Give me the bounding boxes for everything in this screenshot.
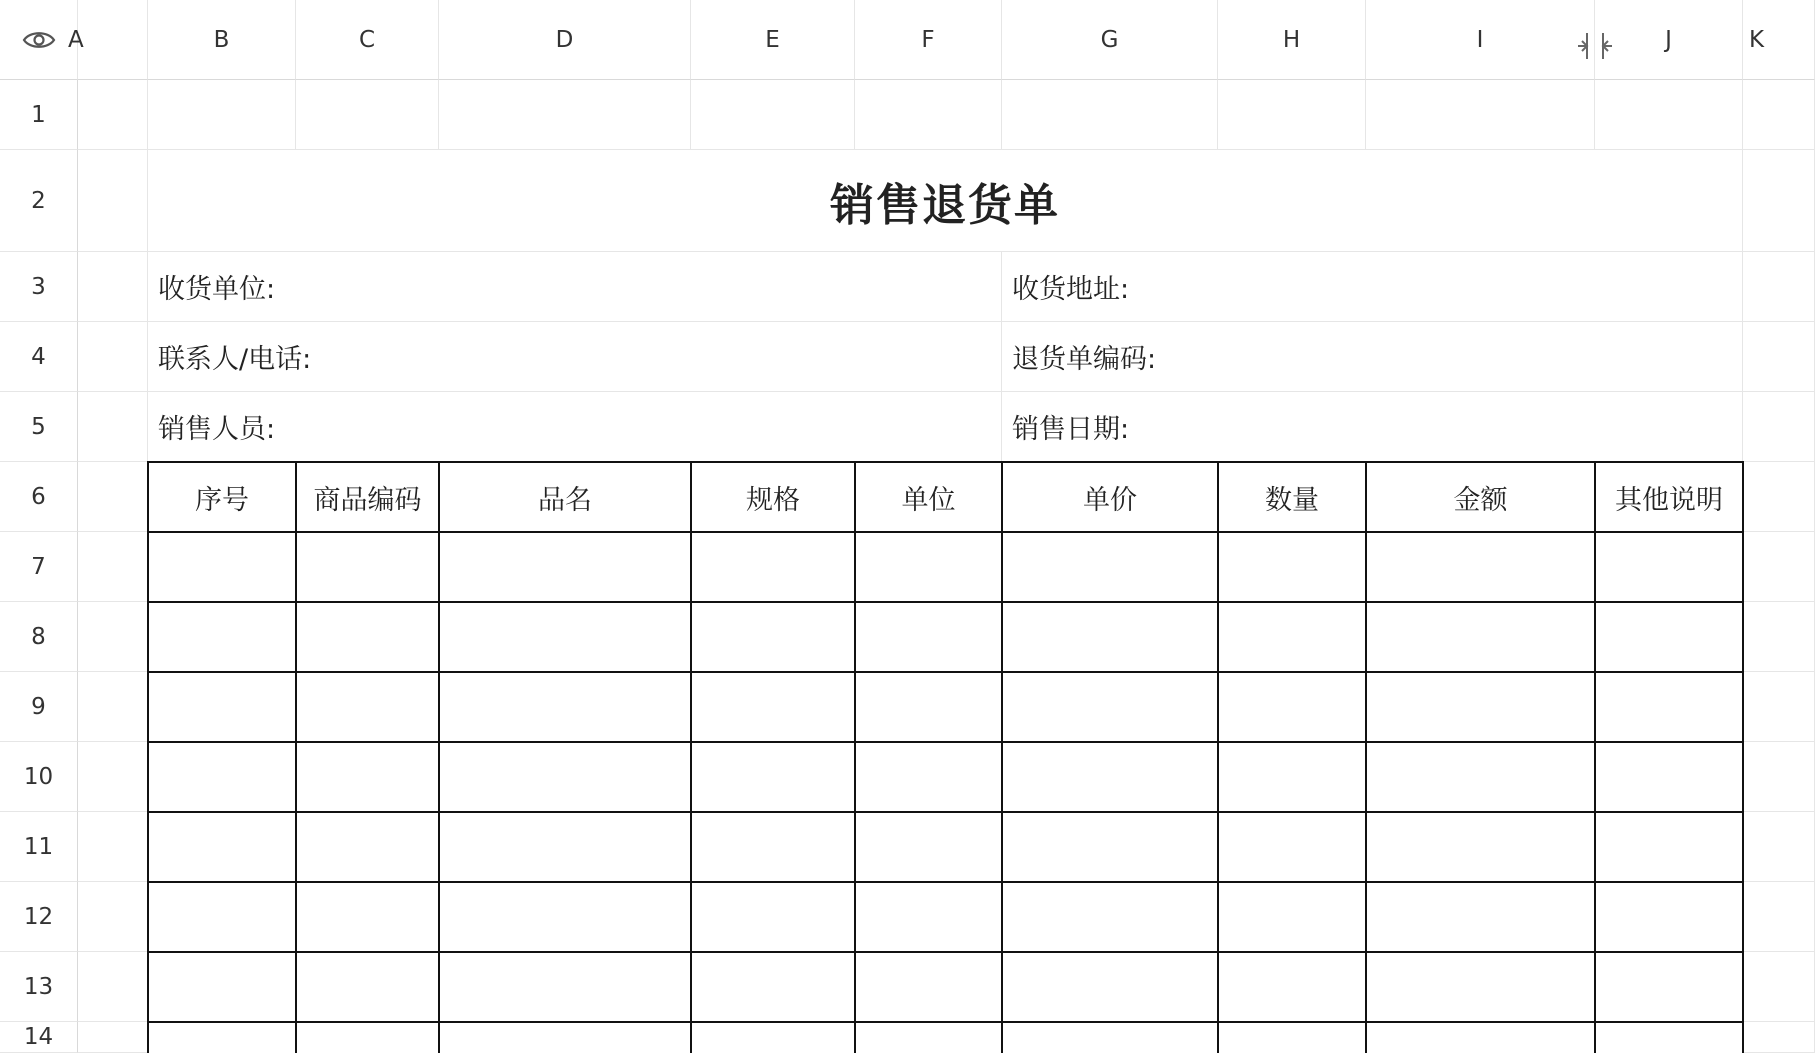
table-cell[interactable] (439, 952, 691, 1022)
cell[interactable] (691, 80, 855, 150)
table-cell[interactable] (439, 882, 691, 952)
row-header-1[interactable] (0, 80, 78, 150)
table-border-vertical (1594, 462, 1596, 1053)
column-header-label: F (921, 26, 935, 53)
table-cell[interactable] (296, 602, 439, 672)
column-header-label: E (765, 26, 780, 53)
table-border-vertical (690, 462, 692, 1053)
receiver-address-label[interactable]: 收货地址: (1002, 252, 1743, 322)
cell[interactable] (78, 80, 148, 150)
column-header-d[interactable] (439, 0, 691, 80)
cell[interactable] (78, 672, 148, 742)
table-cell[interactable] (691, 672, 855, 742)
table-cell[interactable] (1366, 812, 1595, 882)
table-cell[interactable] (1218, 672, 1366, 742)
row-header-8[interactable] (0, 602, 78, 672)
salesperson-label[interactable]: 销售人员: (148, 392, 1002, 462)
column-header-h[interactable] (1218, 0, 1366, 80)
cell[interactable] (78, 1022, 148, 1053)
cell[interactable] (78, 882, 148, 952)
table-cell[interactable] (1218, 1022, 1366, 1053)
row-header-12[interactable] (0, 882, 78, 952)
table-header-cell: 单价 (1002, 462, 1218, 532)
table-border-horizontal (147, 811, 1744, 813)
table-header-cell: 单位 (855, 462, 1002, 532)
cell[interactable] (1743, 392, 1815, 462)
column-header-c[interactable] (296, 0, 439, 80)
table-cell[interactable] (855, 1022, 1002, 1053)
table-header-cell: 金额 (1366, 462, 1595, 532)
table-border-vertical (1365, 462, 1367, 1053)
table-cell[interactable] (1002, 742, 1218, 812)
table-border-vertical (1742, 462, 1744, 1053)
table-cell[interactable] (1218, 812, 1366, 882)
row-header-14[interactable] (0, 1022, 78, 1053)
table-border-horizontal (147, 881, 1744, 883)
row-header-11[interactable] (0, 812, 78, 882)
row-header-label: 4 (31, 343, 46, 370)
table-cell[interactable] (1002, 952, 1218, 1022)
return-code-label[interactable]: 退货单编码: (1002, 322, 1743, 392)
table-cell[interactable] (148, 742, 296, 812)
cell[interactable] (1743, 672, 1815, 742)
table-cell[interactable] (1595, 1022, 1743, 1053)
table-cell[interactable] (148, 1022, 296, 1053)
table-border-horizontal (147, 951, 1744, 953)
table-cell[interactable] (855, 812, 1002, 882)
table-header-cell: 商品编码 (296, 462, 439, 532)
table-cell[interactable] (1595, 812, 1743, 882)
row-header-9[interactable] (0, 672, 78, 742)
eye-icon[interactable] (22, 23, 56, 57)
select-all-corner[interactable] (0, 0, 78, 80)
table-cell[interactable] (855, 742, 1002, 812)
column-header-label: B (213, 26, 230, 53)
column-header-label: K (1749, 26, 1765, 53)
table-cell[interactable] (296, 882, 439, 952)
row-header-label: 11 (23, 833, 54, 860)
cell[interactable] (78, 462, 148, 532)
table-cell[interactable] (1366, 672, 1595, 742)
cell[interactable] (1595, 80, 1743, 150)
cell[interactable] (78, 322, 148, 392)
table-header-cell: 数量 (1218, 462, 1366, 532)
table-cell[interactable] (148, 672, 296, 742)
table-cell[interactable] (1002, 1022, 1218, 1053)
row-header-label: 10 (23, 763, 54, 790)
table-cell[interactable] (296, 1022, 439, 1053)
freeze-columns-icon[interactable] (1577, 29, 1613, 63)
cell[interactable] (148, 80, 296, 150)
column-header-b[interactable] (148, 0, 296, 80)
table-header-cell: 规格 (691, 462, 855, 532)
table-cell[interactable] (1366, 952, 1595, 1022)
table-header-cell: 品名 (439, 462, 691, 532)
cell[interactable] (78, 812, 148, 882)
table-cell[interactable] (855, 952, 1002, 1022)
cell[interactable] (1366, 80, 1595, 150)
row-header-10[interactable] (0, 742, 78, 812)
column-header-i[interactable] (1366, 0, 1595, 80)
table-cell[interactable] (439, 532, 691, 602)
column-header-f[interactable] (855, 0, 1002, 80)
table-cell[interactable] (1002, 882, 1218, 952)
table-cell[interactable] (1002, 602, 1218, 672)
column-header-g[interactable] (1002, 0, 1218, 80)
row-header-label: 14 (23, 1024, 54, 1050)
column-header-e[interactable] (691, 0, 855, 80)
cell[interactable] (439, 80, 691, 150)
column-header-label: I (1476, 26, 1484, 53)
table-border-horizontal (147, 531, 1744, 533)
cell[interactable] (855, 80, 1002, 150)
table-cell[interactable] (439, 1022, 691, 1053)
row-header-3[interactable] (0, 252, 78, 322)
table-cell[interactable] (148, 532, 296, 602)
table-border-horizontal (147, 461, 1744, 463)
form-title[interactable]: 销售退货单 (148, 150, 1743, 252)
table-cell[interactable] (1366, 532, 1595, 602)
table-cell[interactable] (1366, 602, 1595, 672)
table-cell[interactable] (439, 672, 691, 742)
table-cell[interactable] (855, 602, 1002, 672)
row-header-label: 8 (31, 623, 46, 650)
contact-label[interactable]: 联系人/电话: (148, 322, 1002, 392)
table-cell[interactable] (1002, 812, 1218, 882)
cell[interactable] (1743, 252, 1815, 322)
column-header-label: H (1282, 26, 1301, 53)
table-border-horizontal (147, 1021, 1744, 1023)
row-header-7[interactable] (0, 532, 78, 602)
table-cell[interactable] (1366, 882, 1595, 952)
cell[interactable] (78, 252, 148, 322)
table-cell[interactable] (296, 672, 439, 742)
table-header-cell: 其他说明 (1595, 462, 1743, 532)
row-header-5[interactable] (0, 392, 78, 462)
table-border-vertical (295, 462, 297, 1053)
table-cell[interactable] (691, 532, 855, 602)
cell[interactable] (78, 602, 148, 672)
row-header-6[interactable] (0, 462, 78, 532)
row-header-label: 3 (31, 273, 46, 300)
table-cell[interactable] (296, 812, 439, 882)
cell[interactable] (78, 150, 148, 252)
table-cell[interactable] (1595, 742, 1743, 812)
row-header-label: 13 (23, 973, 54, 1000)
table-border-vertical (1217, 462, 1219, 1053)
table-border-horizontal (147, 741, 1744, 743)
table-cell[interactable] (296, 952, 439, 1022)
cell[interactable] (78, 532, 148, 602)
table-border-vertical (854, 462, 856, 1053)
row-header-label: 5 (31, 413, 46, 440)
table-cell[interactable] (1366, 742, 1595, 812)
cell[interactable] (1743, 952, 1815, 1022)
cell[interactable] (1743, 882, 1815, 952)
cell[interactable] (1743, 532, 1815, 602)
column-header-label: G (1100, 26, 1119, 53)
table-cell[interactable] (691, 882, 855, 952)
cell[interactable] (1743, 462, 1815, 532)
column-header-label: C (358, 26, 376, 53)
row-header-13[interactable] (0, 952, 78, 1022)
table-cell[interactable] (855, 672, 1002, 742)
table-cell[interactable] (1218, 952, 1366, 1022)
column-header-j[interactable] (1595, 0, 1743, 80)
table-cell[interactable] (439, 812, 691, 882)
table-cell[interactable] (1218, 882, 1366, 952)
row-header-label: 6 (31, 483, 46, 510)
table-cell[interactable] (439, 742, 691, 812)
table-cell[interactable] (1218, 532, 1366, 602)
table-cell[interactable] (855, 882, 1002, 952)
table-border-horizontal (147, 671, 1744, 673)
table-cell[interactable] (691, 952, 855, 1022)
table-cell[interactable] (1595, 602, 1743, 672)
column-header-label: J (1665, 26, 1672, 53)
row-header-label: 2 (31, 187, 46, 214)
table-cell[interactable] (691, 812, 855, 882)
table-cell[interactable] (148, 882, 296, 952)
column-header-a[interactable] (68, 0, 148, 80)
table-cell[interactable] (691, 1022, 855, 1053)
table-cell[interactable] (855, 532, 1002, 602)
table-border-horizontal (147, 601, 1744, 603)
table-cell[interactable] (1595, 532, 1743, 602)
cell[interactable] (1743, 602, 1815, 672)
cell[interactable] (1743, 742, 1815, 812)
cell[interactable] (296, 80, 439, 150)
cell[interactable] (1743, 80, 1815, 150)
cell[interactable] (1743, 812, 1815, 882)
table-border-vertical (147, 462, 149, 1053)
column-header-label: A (68, 26, 84, 53)
cell[interactable] (1218, 80, 1366, 150)
cell[interactable] (1002, 80, 1218, 150)
cell[interactable] (78, 742, 148, 812)
cell[interactable] (1743, 1022, 1815, 1053)
row-header-label: 1 (31, 101, 46, 128)
table-cell[interactable] (148, 952, 296, 1022)
table-cell[interactable] (691, 742, 855, 812)
row-header-4[interactable] (0, 322, 78, 392)
row-header-label: 12 (23, 903, 54, 930)
row-header-label: 9 (31, 693, 46, 720)
cell[interactable] (78, 952, 148, 1022)
row-header-2[interactable] (0, 150, 78, 252)
column-header-k[interactable] (1743, 0, 1815, 80)
table-cell[interactable] (1218, 742, 1366, 812)
table-cell[interactable] (691, 602, 855, 672)
table-cell[interactable] (296, 742, 439, 812)
table-cell[interactable] (1595, 882, 1743, 952)
table-border-vertical (438, 462, 440, 1053)
table-cell[interactable] (439, 602, 691, 672)
table-cell[interactable] (1002, 672, 1218, 742)
table-cell[interactable] (148, 812, 296, 882)
row-header-label: 7 (31, 553, 46, 580)
column-header-label: D (555, 26, 574, 53)
table-cell[interactable] (1366, 1022, 1595, 1053)
table-cell[interactable] (1002, 532, 1218, 602)
table-cell[interactable] (296, 532, 439, 602)
table-cell[interactable] (148, 602, 296, 672)
table-cell[interactable] (1595, 672, 1743, 742)
table-cell[interactable] (1218, 602, 1366, 672)
receiver-unit-label[interactable]: 收货单位: (148, 252, 1002, 322)
table-cell[interactable] (1595, 952, 1743, 1022)
sales-date-label[interactable]: 销售日期: (1002, 392, 1743, 462)
cell[interactable] (78, 392, 148, 462)
table-border-vertical (1001, 462, 1003, 1053)
cell[interactable] (1743, 150, 1815, 252)
table-header-cell: 序号 (148, 462, 296, 532)
cell[interactable] (1743, 322, 1815, 392)
